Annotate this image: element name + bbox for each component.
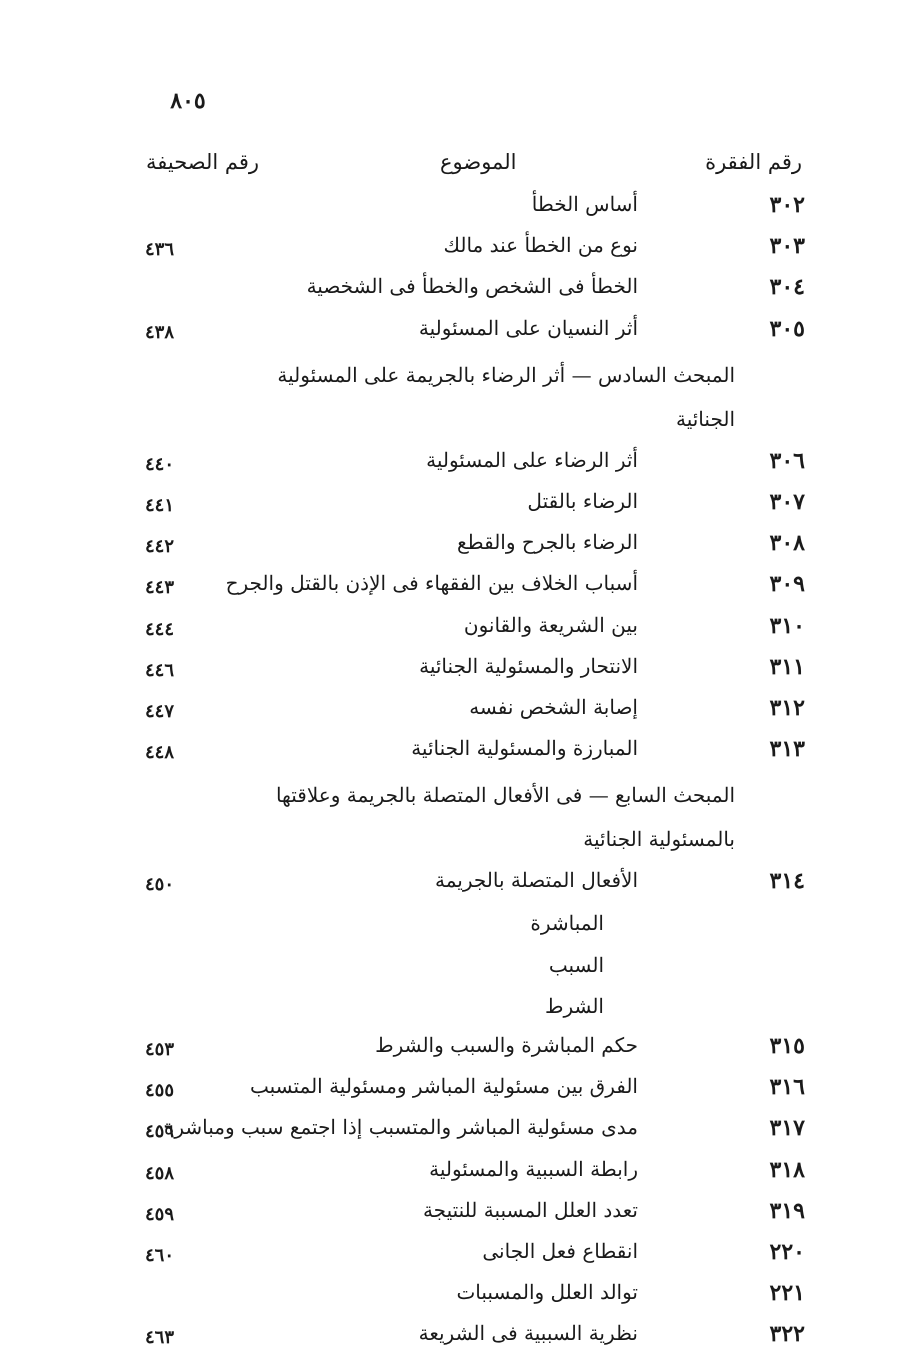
sub-topic-row [0, 905, 900, 946]
paragraph-number: ٣١٣ [769, 736, 805, 763]
page-reference: ٤٥٦ [145, 1121, 175, 1143]
page-reference: ٤٤٤ [145, 618, 175, 640]
paragraph-number: ٣١٦ [769, 1074, 805, 1101]
sub-topic: المباشرة [530, 911, 604, 936]
paragraph-number: ٣١١ [769, 653, 805, 680]
toc-entry-row [0, 270, 900, 311]
page-reference: ٤٦٠ [145, 1244, 175, 1266]
paragraph-number: ٣٠٢ [769, 192, 805, 218]
paragraph-number: ٣٠٧ [769, 488, 805, 515]
paragraph-number: ٢٢١ [769, 1280, 805, 1307]
paragraph-number: ٣٠٥ [769, 315, 805, 342]
page-reference: ٤٤٨ [145, 742, 175, 764]
paragraph-number: ٣١٠ [769, 612, 805, 639]
toc-entry-row [0, 567, 900, 608]
topic-title: نوع من الخطأ عند مالك [443, 233, 638, 258]
toc-entry-row [0, 485, 900, 526]
section-title: المبحث السادس — أثر الرضاء بالجريمة على المسئولية الجنائية [277, 362, 735, 431]
topic-title: مدى مسئولية المباشر والمتسبب إذا اجتمع سبب ومباشرة [163, 1115, 638, 1140]
page-number: ٨٠٥ [170, 88, 206, 114]
toc-entry-row [0, 526, 900, 567]
topic-title: حكم المباشرة والسبب والشرط [375, 1033, 638, 1057]
topic-header: الموضوع [440, 150, 517, 174]
toc-entry-row [0, 1276, 900, 1317]
page-reference: ٤٥٣ [145, 1039, 175, 1060]
toc-entry-row [0, 1111, 900, 1152]
page-reference: ٤٤١ [145, 494, 175, 516]
paragraph-number: ٣١٧ [769, 1115, 805, 1142]
paragraph-number: ٣٠٤ [769, 274, 805, 301]
page-reference: ٤٥٠ [145, 874, 175, 896]
section-heading-row [0, 353, 900, 444]
section-heading-row [0, 773, 900, 864]
paragraph-number: ٣٠٣ [769, 233, 805, 260]
paragraph-number: ٣٢٢ [769, 1321, 805, 1348]
sub-topic: السبب [548, 952, 604, 977]
toc-entry-row [0, 312, 900, 353]
topic-title: بين الشريعة والقانون [463, 612, 638, 637]
page-reference: ٤٤٦ [145, 659, 175, 681]
page-reference: ٤٤٢ [145, 536, 175, 558]
topic-title: إصابة الشخص نفسه [469, 694, 638, 719]
sub-topic-row [0, 947, 900, 988]
topic-title: تعدد العلل المسببة للنتيجة [422, 1197, 638, 1222]
topic-title: الرضاء بالجرح والقطع [457, 530, 638, 555]
page-reference: ٤٤٠ [145, 453, 175, 475]
table-of-contents [0, 188, 900, 1359]
sub-topic: الشرط [544, 993, 604, 1018]
page-reference: ٤٣٨ [145, 321, 175, 343]
topic-title: نظرية السببية فى الشريعة [418, 1321, 638, 1346]
toc-entry-row [0, 1153, 900, 1194]
page-reference: ٤٤٣ [145, 577, 175, 599]
topic-title: الرضاء بالقتل [527, 488, 638, 513]
toc-entry-row [0, 188, 900, 229]
paragraph-number: ٣١٤ [769, 868, 805, 895]
table-header [0, 150, 900, 184]
toc-entry-row [0, 1029, 900, 1070]
paragraph-number: ٣١٩ [769, 1197, 805, 1224]
topic-title: رابطة السببية والمسئولية [429, 1156, 638, 1181]
topic-title: أسباب الخلاف بين الفقهاء فى الإذن بالقتل والجرح [225, 571, 638, 596]
page-reference: ٤٣٦ [145, 239, 175, 261]
paragraph-number: ٣٠٩ [769, 571, 805, 598]
toc-entry-row [0, 1194, 900, 1235]
page-number-header: رقم الصحيفة [146, 150, 260, 174]
section-title: المبحث السابع — فى الأفعال المتصلة بالجريمة وعلاقتها بالمسئولية الجنائية [275, 783, 735, 852]
paragraph-number: ٣٠٦ [769, 447, 805, 474]
topic-title: الانتحار والمسئولية الجنائية [419, 653, 638, 678]
paragraph-number: ٣١٥ [769, 1033, 805, 1059]
toc-entry-row [0, 444, 900, 485]
page-reference: ٤٥٥ [145, 1080, 175, 1102]
sub-topic-row [0, 988, 900, 1029]
toc-entry-row [0, 1070, 900, 1111]
toc-entry-row [0, 1235, 900, 1276]
paragraph-number-header: رقم الفقرة [705, 150, 802, 174]
topic-title: المبارزة والمسئولية الجنائية [411, 736, 638, 761]
topic-title: الأفعال المتصلة بالجريمة [435, 868, 638, 893]
topic-title: أثر الرضاء على المسئولية [426, 447, 638, 472]
toc-entry-row [0, 1317, 900, 1358]
paragraph-number: ٣٠٨ [769, 530, 805, 557]
toc-entry-row [0, 609, 900, 650]
page-reference: ٤٦٣ [145, 1327, 175, 1349]
topic-title: أثر النسيان على المسئولية [418, 315, 638, 340]
paragraph-number: ٢٢٠ [769, 1238, 805, 1265]
topic-title: الخطأ فى الشخص والخطأ فى الشخصية [306, 274, 638, 299]
page-reference: ٤٤٧ [145, 700, 175, 722]
toc-entry-row [0, 650, 900, 691]
topic-title: أساس الخطأ [531, 192, 638, 216]
paragraph-number: ٣١٨ [769, 1156, 805, 1183]
topic-title: انقطاع فعل الجانى [482, 1238, 638, 1263]
page-reference: ٤٥٨ [145, 1162, 175, 1184]
paragraph-number: ٣١٢ [769, 694, 805, 721]
topic-title: الفرق بين مسئولية المباشر ومسئولية المتسبب [249, 1074, 638, 1099]
toc-entry-row [0, 732, 900, 773]
page-reference: ٤٥٩ [145, 1203, 175, 1225]
toc-entry-row [0, 229, 900, 270]
toc-entry-row [0, 691, 900, 732]
topic-title: توالد العلل والمسببات [456, 1280, 638, 1305]
toc-entry-row [0, 864, 900, 905]
